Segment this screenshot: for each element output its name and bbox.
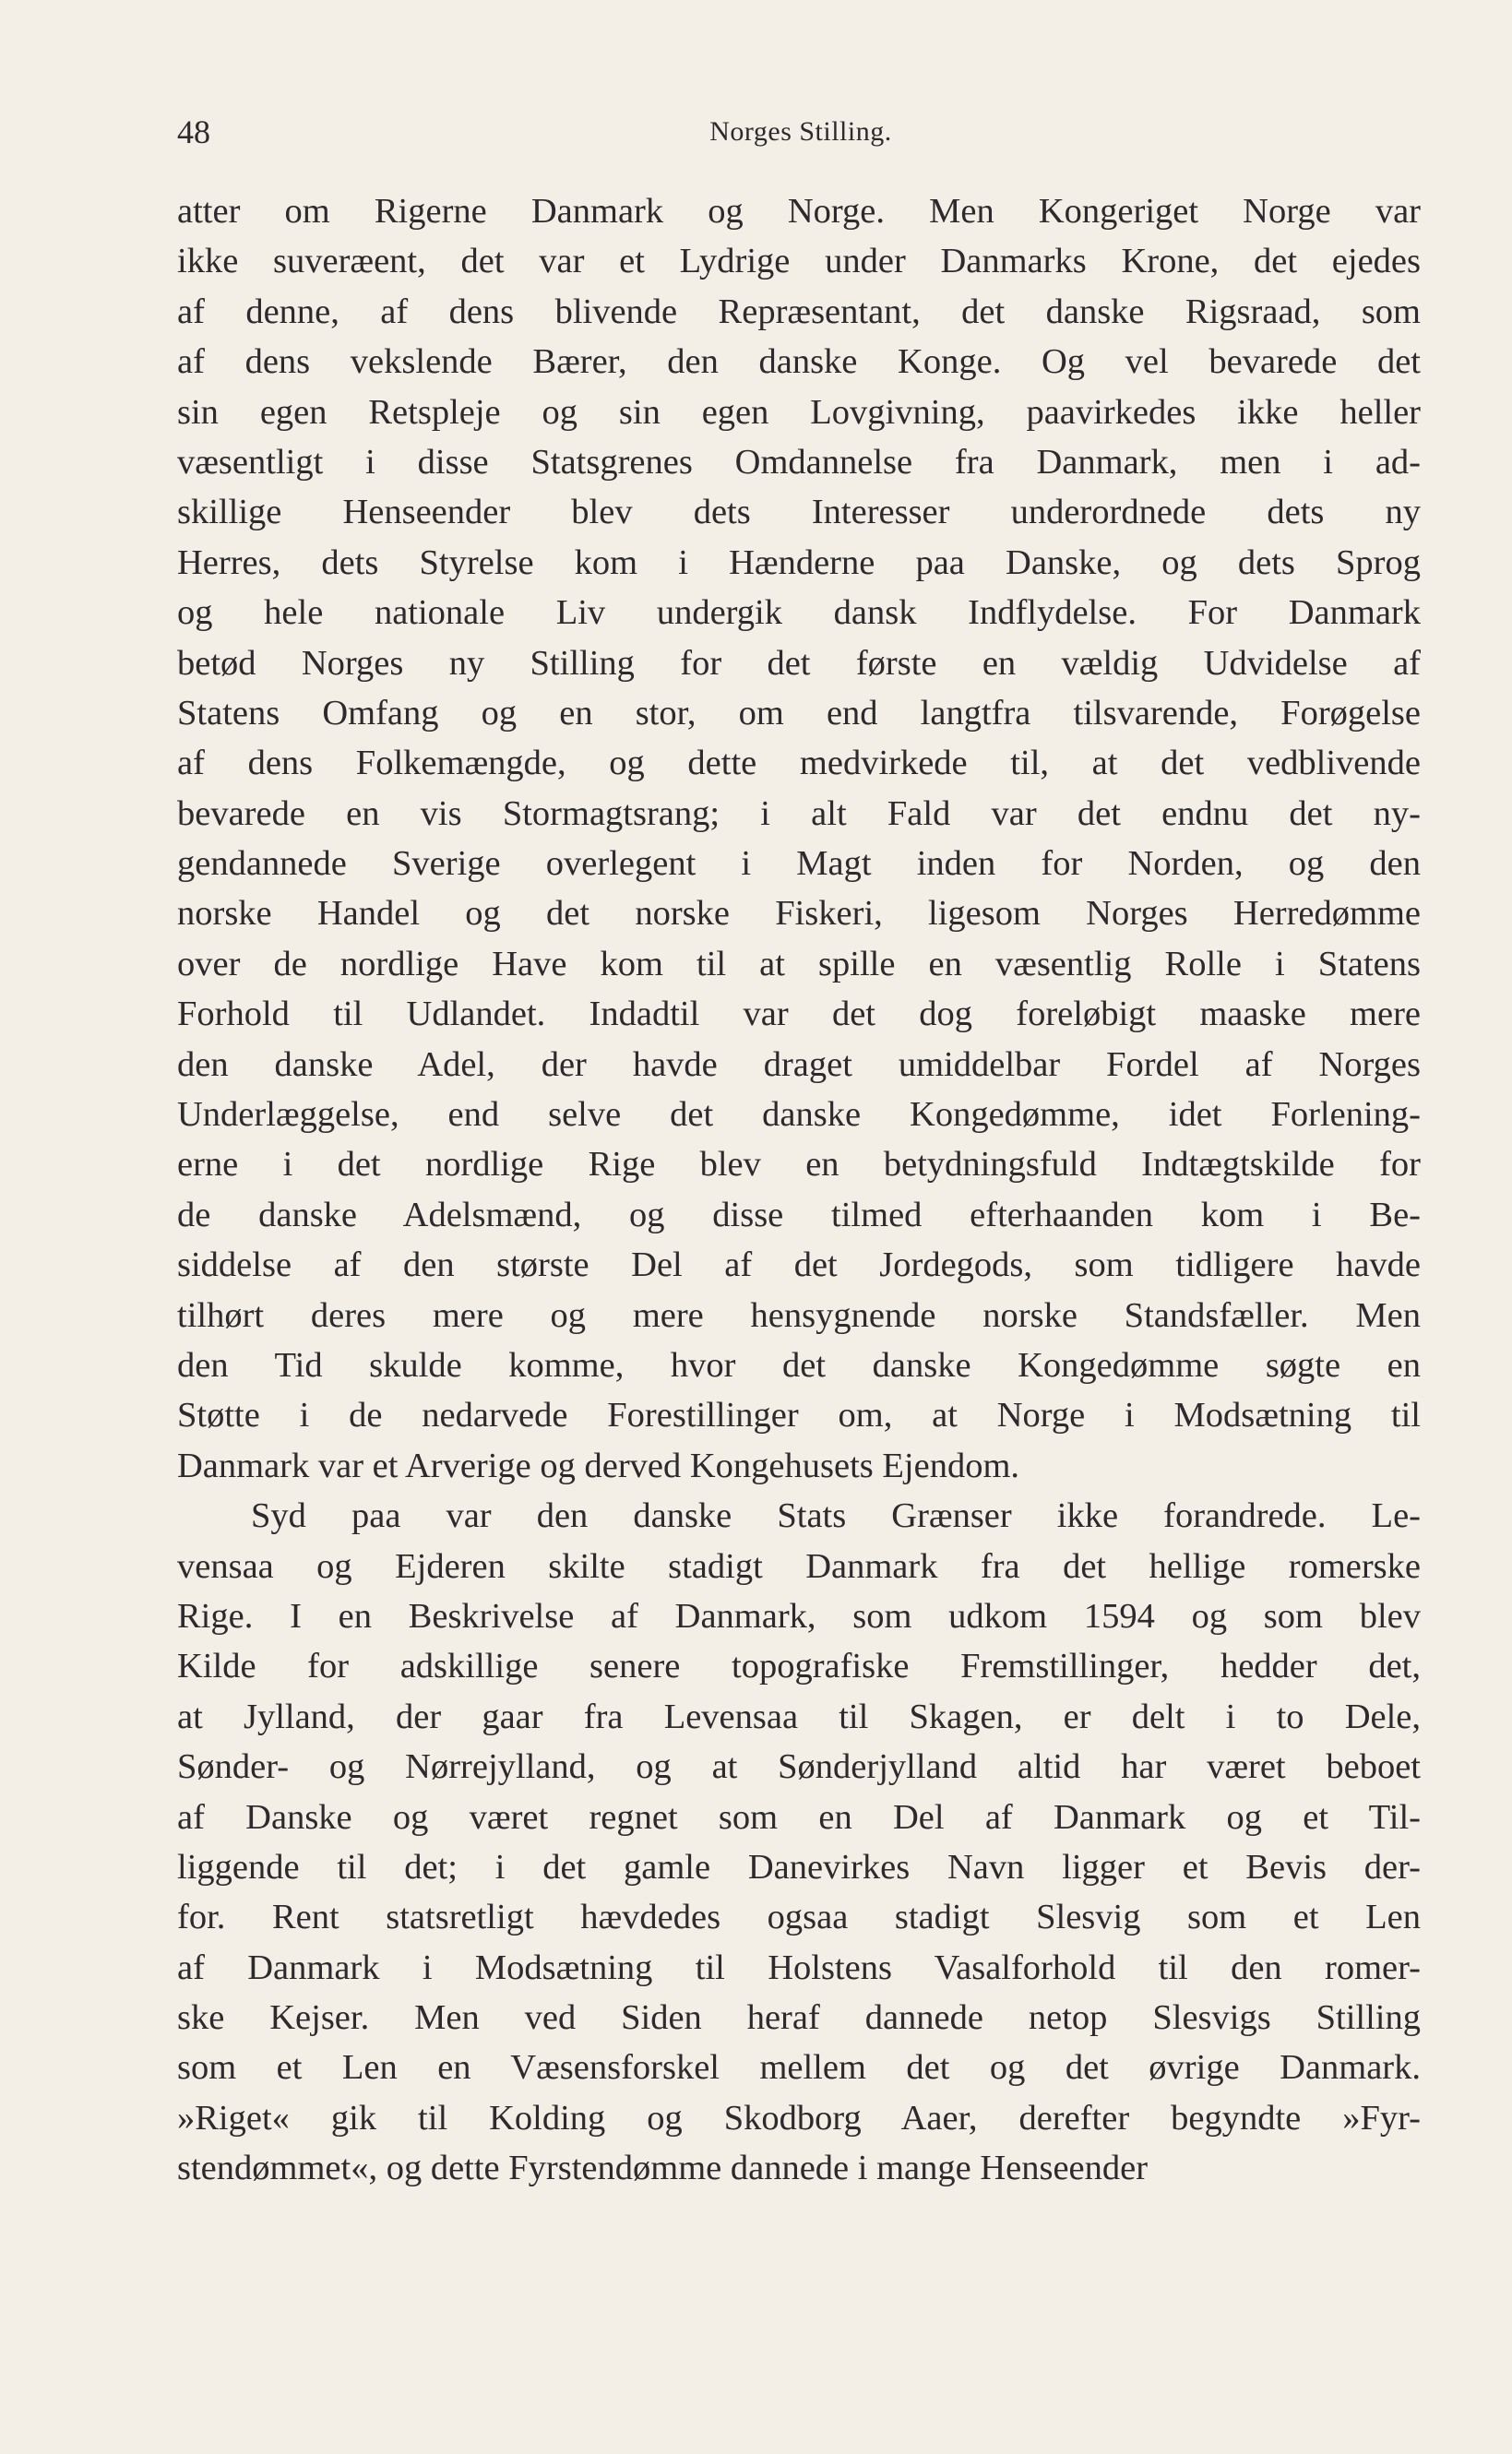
- text-line: af Danske og været regnet som en Del af Danmark og et Til-: [177, 1797, 1421, 1837]
- text-line: som et Len en Væsensforskel mellem det og det øvrige Danmark.: [177, 2048, 1421, 2088]
- text-line: Rige. I en Beskrivelse af Danmark, som udkom 1594 og som blev: [177, 1596, 1421, 1636]
- text-line: Sønder- og Nørrejylland, og at Sønderjylland altid har været beboet: [177, 1747, 1421, 1787]
- text-line: »Riget« gik til Kolding og Skodborg Aaer, derefter begyndte »Fyr-: [177, 2098, 1421, 2138]
- text-line: vensaa og Ejderen skilte stadigt Danmark fra det hellige romerske: [177, 1546, 1421, 1586]
- text-line: Forhold til Udlandet. Indadtil var det dog foreløbigt maaske mere: [177, 995, 1421, 1034]
- text-line: ske Kejser. Men ved Siden heraf dannede netop Slesvigs Stilling: [177, 1998, 1421, 2038]
- text-line: sin egen Retspleje og sin egen Lovgivning, paavirkedes ikke heller: [177, 392, 1421, 432]
- text-line: af dens vekslende Bærer, den danske Konge. Og vel bevarede det: [177, 342, 1421, 382]
- page-number: 48: [177, 113, 210, 150]
- running-title: Norges Stilling.: [709, 116, 892, 147]
- text-line: liggende til det; i det gamle Danevirkes Navn ligger et Bevis der-: [177, 1847, 1421, 1887]
- paragraph: [177, 186, 1421, 1491]
- text-line: skillige Henseender blev dets Interesser underordnede dets ny: [177, 493, 1421, 532]
- body-text: [177, 186, 1421, 2194]
- paragraph: [177, 1491, 1421, 2193]
- text-line: den Tid skulde komme, hvor det danske Kongedømme søgte en: [177, 1345, 1421, 1385]
- text-line: Underlæggelse, end selve det danske Kongedømme, idet Forlening-: [177, 1095, 1421, 1135]
- text-line: den danske Adel, der havde draget umiddelbar Fordel af Norges: [177, 1044, 1421, 1084]
- text-line: de danske Adelsmænd, og disse tilmed efterhaanden kom i Be-: [177, 1195, 1421, 1234]
- text-line: Kilde for adskillige senere topografiske Fremstillinger, hedder det,: [177, 1647, 1421, 1686]
- text-line: tilhørt deres mere og mere hensygnende norske Standsfæller. Men: [177, 1295, 1421, 1335]
- text-line: ikke suveræent, det var et Lydrige under Danmarks Krone, det ejedes: [177, 242, 1421, 281]
- text-line: Støtte i de nedarvede Forestillinger om, at Norge i Modsætning til: [177, 1396, 1421, 1435]
- text-line: erne i det nordlige Rige blev en betydningsfuld Indtægtskilde for: [177, 1145, 1421, 1185]
- text-line: væsentligt i disse Statsgrenes Omdannelse fra Danmark, men i ad-: [177, 442, 1421, 482]
- text-line: Statens Omfang og en stor, om end langtfra tilsvarende, Forøgelse: [177, 693, 1421, 733]
- text-line: gendannede Sverige overlegent i Magt inden for Norden, og den: [177, 844, 1421, 884]
- text-line: af Danmark i Modsætning til Holstens Vasalforhold til den romer-: [177, 1948, 1421, 1987]
- text-line: og hele nationale Liv undergik dansk Indflydelse. For Danmark: [177, 593, 1421, 633]
- text-line: Syd paa var den danske Stats Grænser ikke forandrede. Le-: [251, 1496, 1421, 1536]
- text-line: af denne, af dens blivende Repræsentant, det danske Rigsraad, som: [177, 292, 1421, 331]
- text-line: af dens Folkemængde, og dette medvirkede til, at det vedblivende: [177, 744, 1421, 783]
- text-line: norske Handel og det norske Fiskeri, ligesom Norges Herredømme: [177, 894, 1421, 934]
- text-line: Herres, dets Styrelse kom i Hænderne paa Danske, og dets Sprog: [177, 542, 1421, 582]
- text-line: siddelse af den største Del af det Jordegods, som tidligere havde: [177, 1245, 1421, 1285]
- running-head: [177, 109, 1421, 155]
- text-line: Danmark var et Arverige og derved Kongehusets Ejendom.: [177, 1446, 1020, 1485]
- text-line: at Jylland, der gaar fra Levensaa til Skagen, er delt i to Dele,: [177, 1697, 1421, 1736]
- text-line: atter om Rigerne Danmark og Norge. Men Kongeriget Norge var: [177, 192, 1421, 231]
- text-line: for. Rent statsretligt hævdedes ogsaa stadigt Slesvig som et Len: [177, 1898, 1421, 1937]
- text-line: stendømmet«, og dette Fyrstendømme dannede i mange Henseender: [177, 2149, 1149, 2188]
- text-line: bevarede en vis Stormagtsrang; i alt Fald var det endnu det ny-: [177, 793, 1421, 833]
- text-line: over de nordlige Have kom til at spille en væsentlig Rolle i Statens: [177, 944, 1421, 983]
- text-line: betød Norges ny Stilling for det første en vældig Udvidelse af: [177, 643, 1421, 683]
